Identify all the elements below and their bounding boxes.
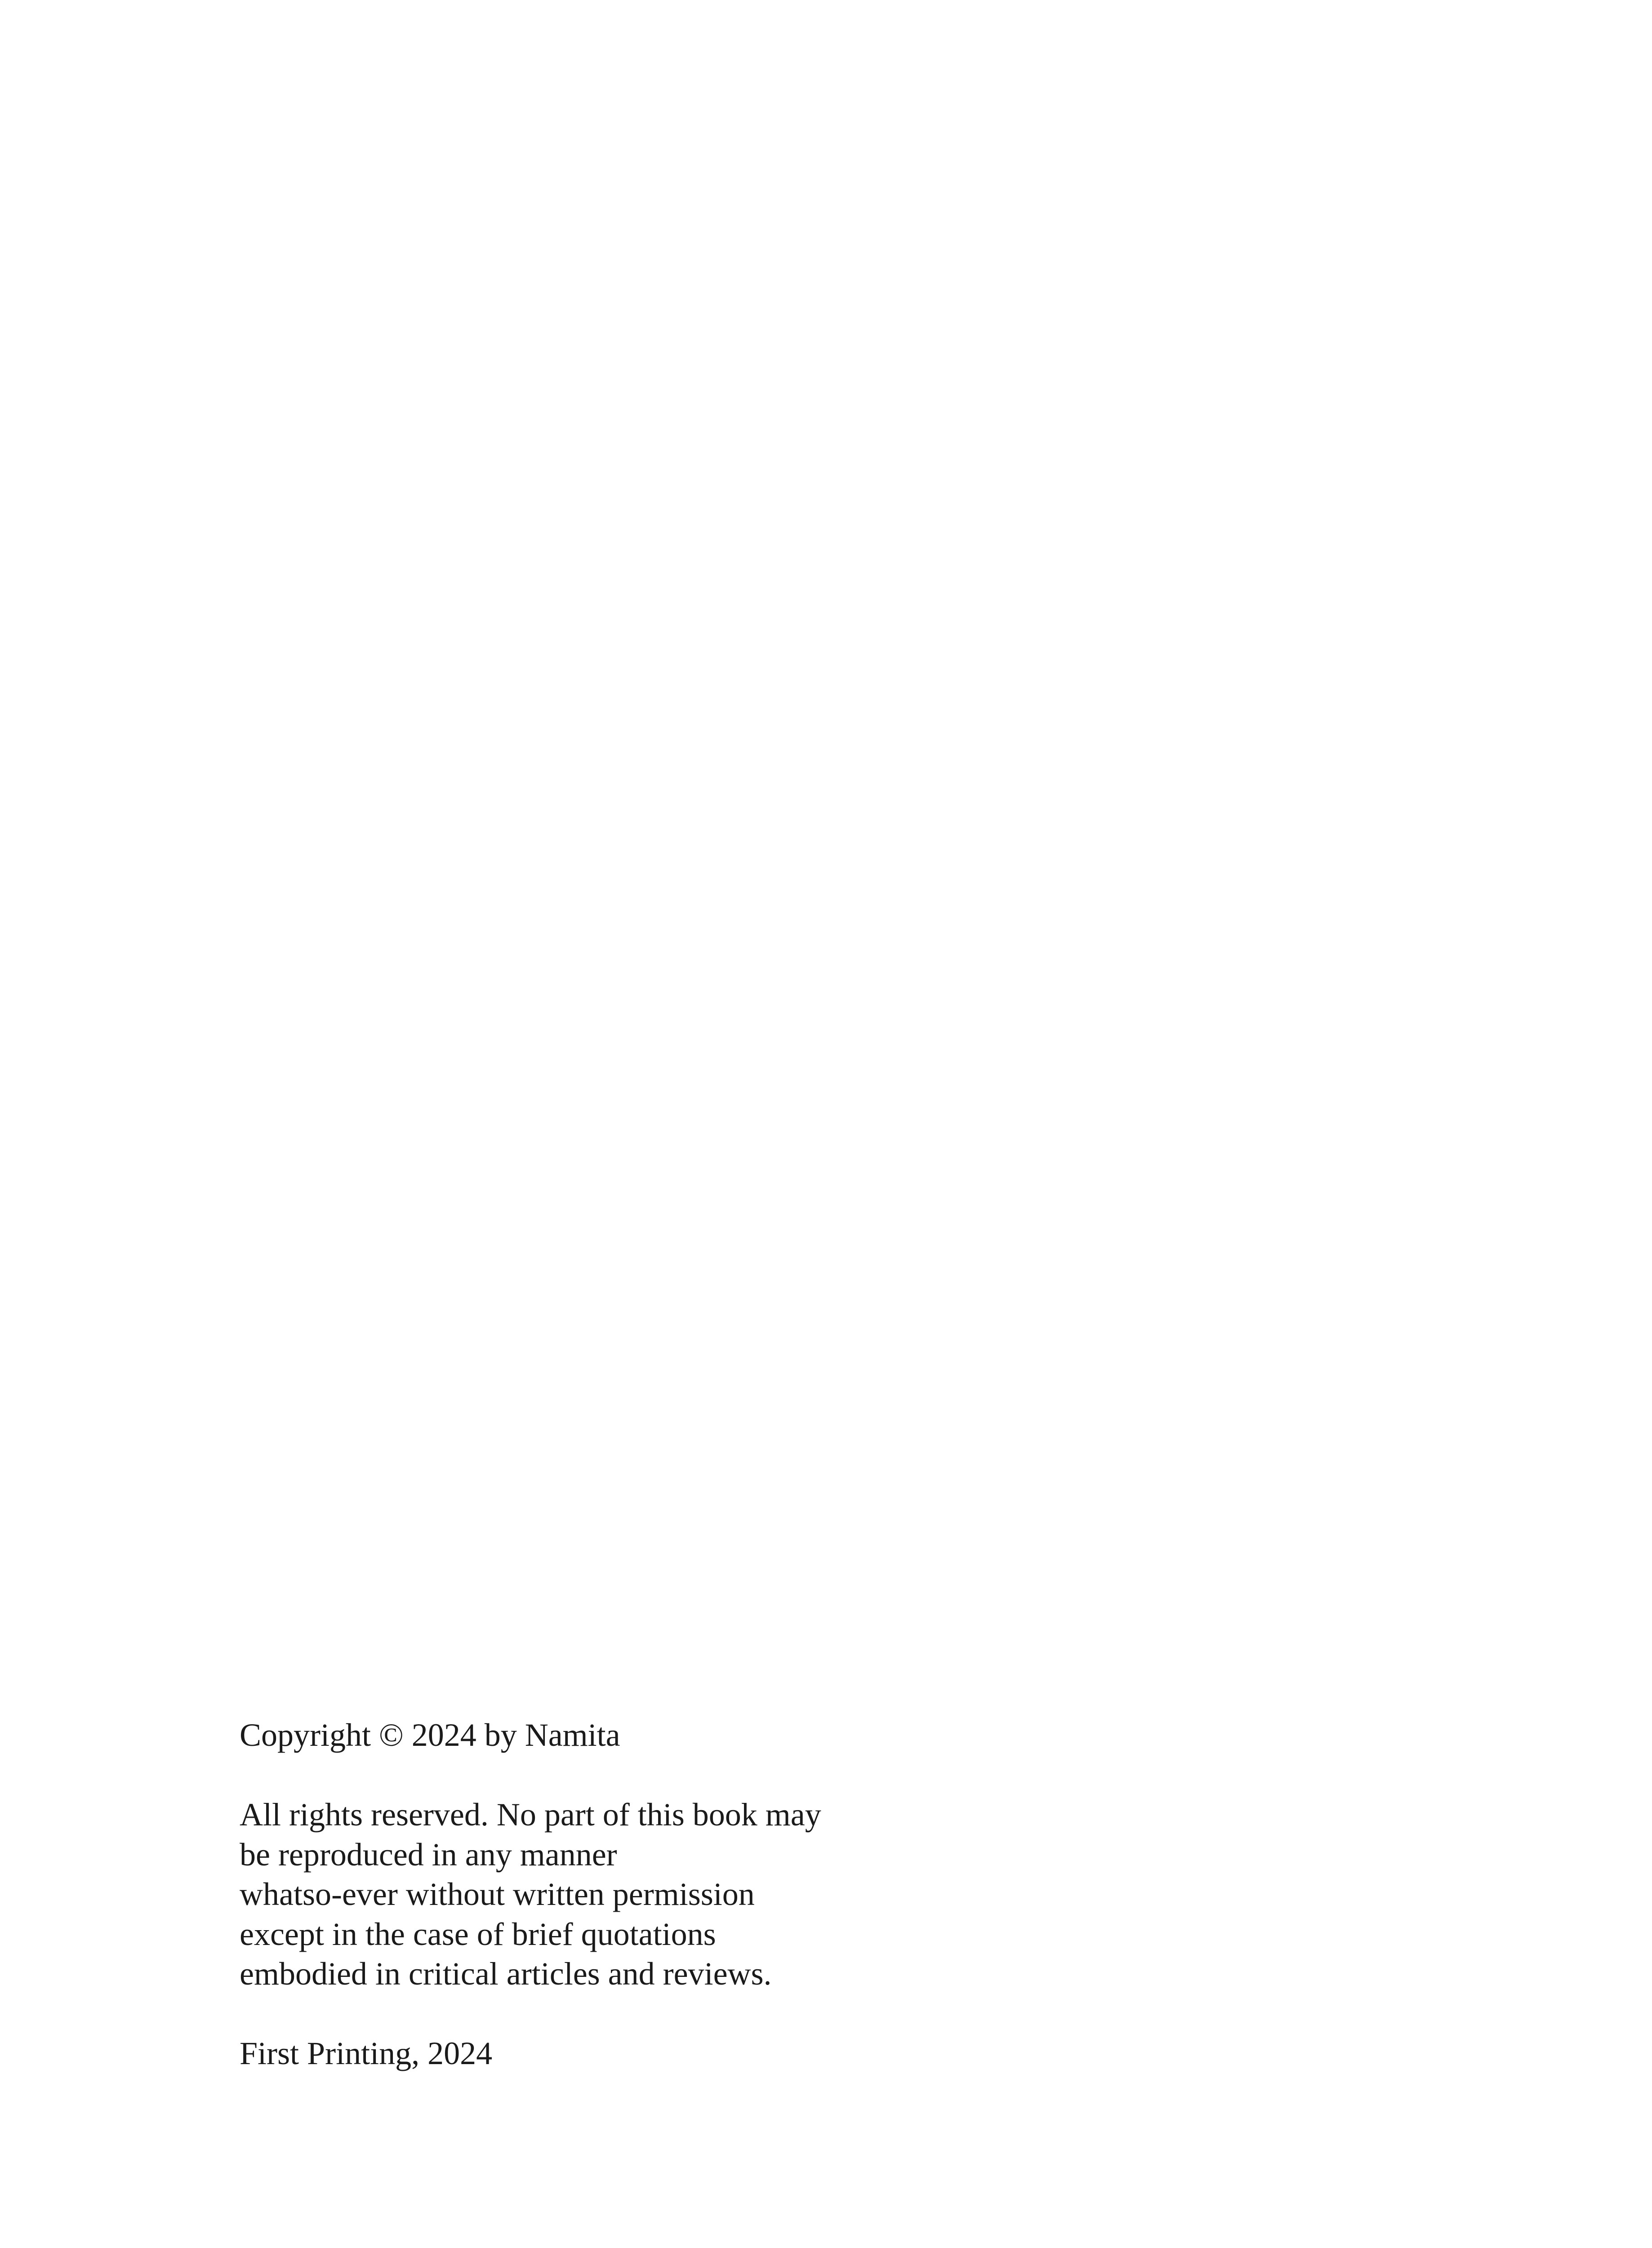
paragraph-spacer xyxy=(240,1994,914,2034)
paragraph-spacer xyxy=(240,1755,914,1795)
rights-line: whatso-ever without written permission xyxy=(240,1876,755,1912)
rights-statement xyxy=(240,1795,914,1994)
copyright-notice: Copyright © 2024 by Namita xyxy=(240,1717,620,1753)
rights-line: except in the case of brief quotations xyxy=(240,1916,716,1952)
rights-line: embodied in critical articles and reviews. xyxy=(240,1956,772,1992)
copyright-block xyxy=(240,1715,914,2074)
rights-line: be reproduced in any manner xyxy=(240,1836,617,1873)
printing-notice: First Printing, 2024 xyxy=(240,2035,493,2071)
rights-line: All rights reserved. No part of this book may xyxy=(240,1797,821,1833)
